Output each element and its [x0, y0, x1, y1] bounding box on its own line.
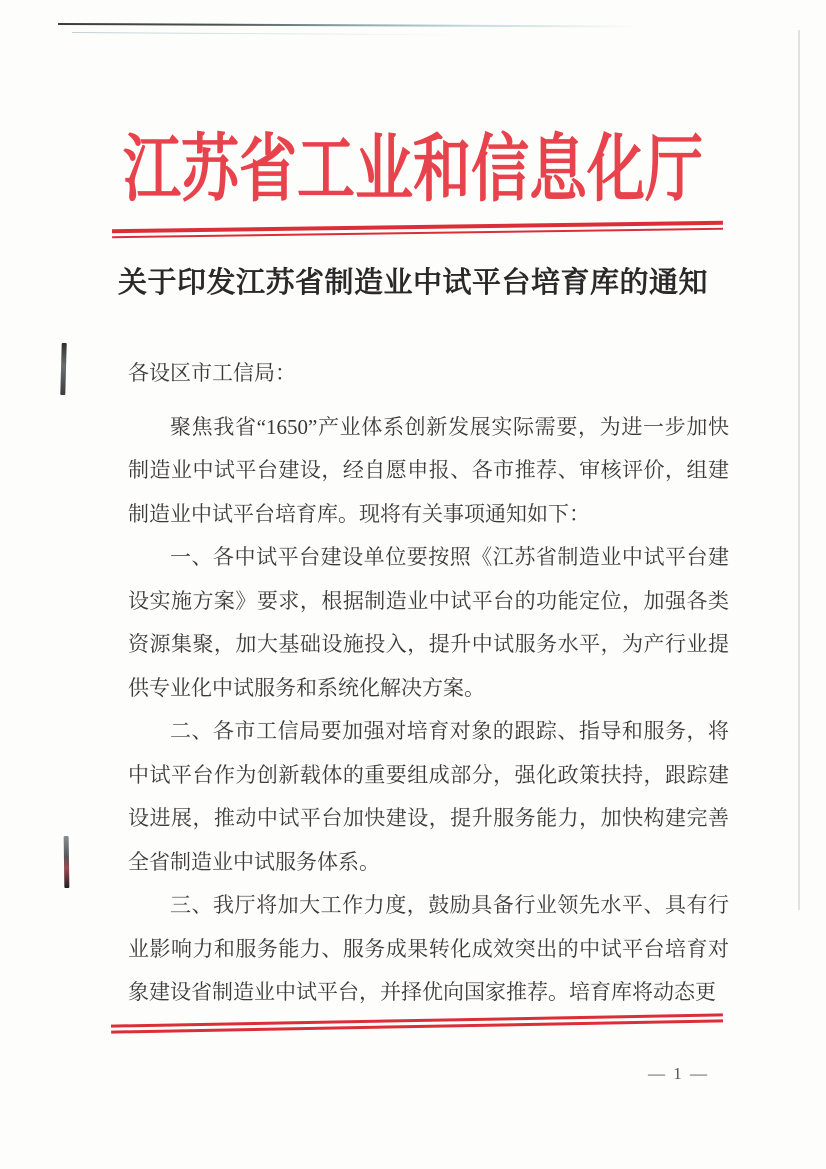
scan-edge-artifact-top: [58, 23, 768, 28]
document-title: 关于印发江苏省制造业中试平台培育库的通知: [117, 267, 708, 299]
page-number: — 1 —: [648, 1064, 709, 1083]
scan-edge-artifact-top-secondary: [72, 32, 502, 36]
salutation: 各设区市工信局：: [128, 361, 296, 385]
staple-mark-top: [60, 343, 66, 395]
footer-divider: [111, 1013, 723, 1033]
letterhead-divider: [112, 221, 723, 239]
letterhead-agency-name: 江苏省工业和信息化厅: [122, 128, 703, 211]
paragraph-intro: 聚焦我省“1650”产业体系创新发展实际需要，为进一步加快制造业中试平台建设，经自愿申报、各市推荐、审核评价，组建制造业中试平台培育库。现将有关事项通知如下：: [128, 414, 729, 526]
document-body: [128, 352, 729, 1015]
paragraph-item-3: 三、我厅将加大工作力度，鼓励具备行业领先水平、具有行业影响力和服务能力、服务成果转化成效突出的中试平台培育对象建设省制造业中试平台，并择优向国家推荐。培育库将动态更: [128, 893, 729, 1004]
paragraph-item-2: 二、各市工信局要加强对培育对象的跟踪、指导和服务，将中试平台作为创新载体的重要组成部分，强化政策扶持，跟踪建设进展，推动中试平台加快建设，提升服务能力，加快构建完善全省制造业中试服务体系。: [128, 719, 729, 874]
paragraph-item-1: 一、各中试平台建设单位要按照《江苏省制造业中试平台建设实施方案》要求，根据制造业中试平台的功能定位，加强各类资源集聚，加大基础设施投入，提升中试服务水平，为产行业提供专业化中试服务和系统化解决方案。: [128, 545, 729, 700]
staple-mark-bottom: [64, 836, 70, 888]
